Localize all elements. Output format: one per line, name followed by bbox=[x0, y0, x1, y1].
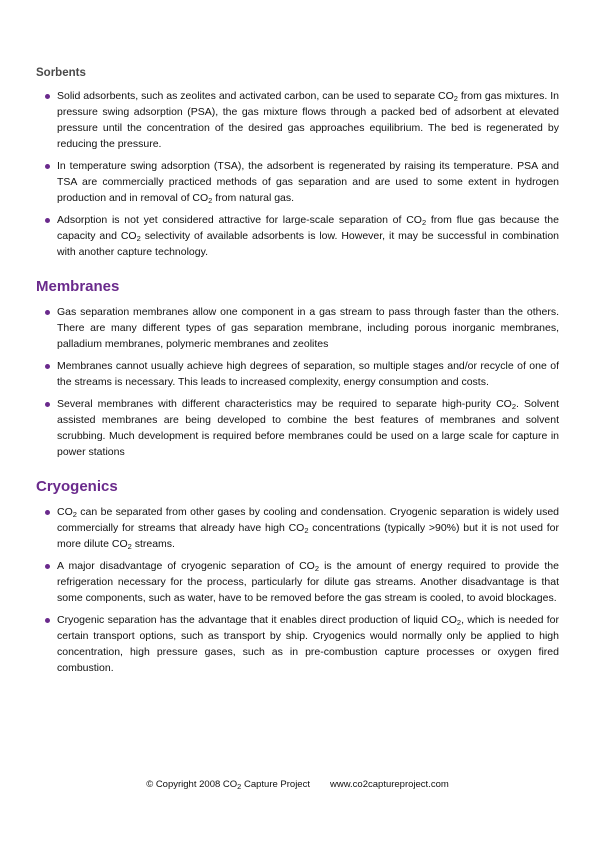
bullet-text: Gas separation membranes allow one component in a gas stream to pass through faster than the others. There are many different types of gas separation membrane, including porous inorganic membranes, palladium membranes, polymeric membranes and zeolites bbox=[57, 306, 559, 350]
bullet-icon bbox=[45, 94, 50, 99]
list-item bbox=[36, 88, 559, 152]
page-content bbox=[36, 60, 559, 682]
list-item bbox=[36, 158, 559, 206]
list-item bbox=[36, 304, 559, 352]
list-item bbox=[36, 504, 559, 552]
bullet-icon bbox=[45, 618, 50, 623]
bullet-icon bbox=[45, 402, 50, 407]
bullet-text: Membranes cannot usually achieve high degrees of separation, so multiple stages and/or recycle of one of the streams is necessary. This leads to increased complexity, energy consumption and costs. bbox=[57, 360, 559, 388]
bullet-text: Adsorption is not yet considered attractive for large-scale separation of $CO_2$ from flue gas because the capacity and $CO_2$ selectivity of available adsorbents is low. However, it may be successful in combination with another capture technology. bbox=[57, 214, 560, 258]
bullet-text: A major disadvantage of cryogenic separation of $CO_2$ is the amount of energy required to provide the refrigeration necessary for the process, particularly for dilute gas streams. Another disadvantage is that some components, such as water, have to be removed before the gas stream is cooled, to avoid blockages. bbox=[57, 560, 559, 604]
list-item bbox=[36, 358, 559, 390]
bullet-icon bbox=[45, 510, 50, 515]
cryogenics-list bbox=[36, 504, 559, 676]
bullet-icon bbox=[45, 164, 50, 169]
bullet-text: Solid adsorbents, such as zeolites and activated carbon, can be used to separate $CO_2$ from gas mixtures. In pressure swing adsorption (PSA), the gas mixture flows through a packed bed of adsorbent at elevated pressure until the concentration of the desired gas approaches equilibrium. The bed is regenerated by reducing the pressure. bbox=[57, 90, 559, 150]
bullet-icon bbox=[45, 310, 50, 315]
bullet-icon bbox=[45, 564, 50, 569]
copyright-text: © Copyright 2008 $CO_2$ Capture Project bbox=[146, 779, 310, 791]
bullet-icon bbox=[45, 218, 50, 223]
bullet-text: In temperature swing adsorption (TSA), the adsorbent is regenerated by raising its temperature. PSA and TSA are commercially practiced methods of gas separation and are used to some extent in hydrogen production and in removal of $CO_2$ from natural gas. bbox=[57, 160, 559, 205]
list-item bbox=[36, 212, 559, 260]
list-item bbox=[36, 396, 559, 460]
page-footer bbox=[0, 779, 595, 791]
sorbents-list bbox=[36, 88, 559, 260]
section-title-sorbents: Sorbents bbox=[36, 67, 86, 79]
list-item bbox=[36, 612, 559, 676]
membranes-list bbox=[36, 304, 559, 460]
list-item bbox=[36, 558, 559, 606]
section-title-membranes: Membranes bbox=[36, 278, 120, 295]
bullet-text: Several membranes with different characteristics may be required to separate high-purity $CO_2$. Solvent assisted membranes are being developed to combine the best features of membranes and solvent scrubbing. Much development is required before membranes could be used on a large scale for capture in power stations bbox=[57, 398, 559, 458]
section-title-cryogenics: Cryogenics bbox=[36, 478, 118, 495]
bullet-text: Cryogenic separation has the advantage that it enables direct production of liquid $CO_2$, which is needed for certain transport options, such as transport by ship. Cryogenics would normally only be applied to high concentration, high pressure gases, such as in pre-combustion capture processes or oxygen fired combustion. bbox=[57, 614, 559, 674]
bullet-icon bbox=[45, 364, 50, 369]
website-link[interactable]: www.co2captureproject.com bbox=[329, 779, 449, 790]
bullet-text: $CO_2$ can be separated from other gases by cooling and condensation. Cryogenic separation is widely used commercially for streams that already have high $CO_2$ concentrations (typically >90%) but it is not used for more dilute $CO_2$ streams. bbox=[57, 506, 559, 551]
